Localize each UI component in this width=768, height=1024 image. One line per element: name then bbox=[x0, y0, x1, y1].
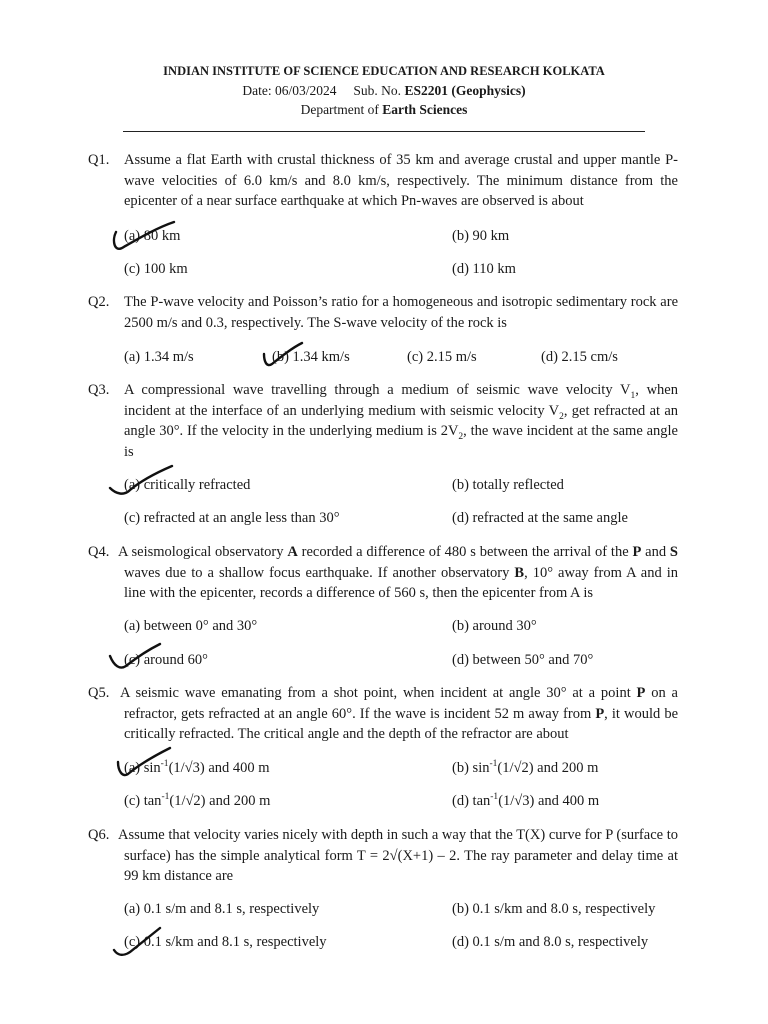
question-number: Q6. bbox=[88, 827, 110, 843]
question-6 bbox=[88, 825, 678, 887]
q5-option-c[interactable]: (c) $\tan^{-1}(1/√2)$ and 200 m bbox=[124, 792, 271, 809]
q6-option-c[interactable]: (c) 0.1 s/km and 8.1 s, respectively bbox=[124, 934, 327, 950]
department-prefix: Department of bbox=[300, 102, 379, 117]
institute-name: INDIAN INSTITUTE OF SCIENCE EDUCATION AND RESEARCH KOLKATA bbox=[163, 64, 605, 78]
q2-answer-tick-icon bbox=[258, 340, 308, 372]
question-text: A seismological observatory A recorded a difference of 480 s between the arrival of the P and S waves due to a shallow focus earthquake. If another observatory B, 10° away from A and in line with the epicenter, records a difference of 560 s, then the epicenter from A is bbox=[118, 544, 678, 602]
q5-option-a[interactable]: (a) $\sin^{-1}(1/√3)$ and 400 m bbox=[124, 759, 270, 776]
date-subject-line bbox=[0, 81, 768, 100]
q4-option-d[interactable]: (d) between 50° and 70° bbox=[452, 652, 594, 668]
question-number: Q4. bbox=[88, 544, 110, 560]
q6-answer-tick-icon bbox=[110, 924, 166, 960]
q6-option-a[interactable]: (a) 0.1 s/m and 8.1 s, respectively bbox=[124, 901, 320, 917]
department-line bbox=[0, 100, 768, 119]
q4-answer-tick-icon bbox=[106, 640, 166, 674]
question-4 bbox=[88, 542, 678, 604]
q5-answer-tick-icon bbox=[112, 744, 176, 782]
q3-option-a[interactable]: (a) critically refracted bbox=[124, 477, 251, 493]
q1-answer-tick-icon bbox=[108, 218, 180, 258]
question-text: Assume that velocity varies nicely with depth in such a way that the T(X) curve for P (surface to surface) has the simple analytical form T = 2√(X+1) – 2. The ray parameter and delay time at 99 km distance are bbox=[118, 827, 678, 885]
question-5 bbox=[88, 683, 678, 745]
q6-option-d[interactable]: (d) 0.1 s/m and 8.0 s, respectively bbox=[452, 934, 649, 950]
question-number: Q3. bbox=[88, 382, 110, 398]
q3-option-b[interactable]: (b) totally reflected bbox=[452, 477, 564, 493]
q2-option-a[interactable]: (a) 1.34 m/s bbox=[124, 349, 194, 365]
question-number: Q2. bbox=[88, 294, 110, 310]
q2-option-d[interactable]: (d) 2.15 cm/s bbox=[541, 349, 618, 365]
exam-date: Date: 06/03/2024 bbox=[242, 83, 337, 98]
department-name: Earth Sciences bbox=[382, 102, 468, 117]
subject-label: Sub. No. bbox=[353, 83, 402, 98]
q3-option-d[interactable]: (d) refracted at the same angle bbox=[452, 510, 628, 526]
q4-option-b[interactable]: (b) around 30° bbox=[452, 618, 537, 634]
q5-option-b[interactable]: (b) $\sin^{-1}(1/√2)$ and 200 m bbox=[452, 759, 599, 776]
question-text: The P-wave velocity and Poisson’s ratio for a homogeneous and isotropic sedimentary rock are 2500 m/s and 0.3, respectively. The S-wave velocity of the rock is bbox=[124, 294, 678, 331]
q2-option-c[interactable]: (c) 2.15 m/s bbox=[407, 349, 477, 365]
q3-option-c[interactable]: (c) refracted at an angle less than 30° bbox=[124, 510, 340, 526]
q1-option-b[interactable]: (b) 90 km bbox=[452, 228, 510, 244]
question-3 bbox=[88, 380, 678, 462]
header-divider bbox=[123, 131, 645, 132]
q1-option-c[interactable]: (c) 100 km bbox=[124, 261, 188, 277]
q3-answer-tick-icon bbox=[106, 464, 178, 500]
question-1 bbox=[88, 150, 678, 212]
q1-option-d[interactable]: (d) 110 km bbox=[452, 261, 516, 277]
q2-option-b[interactable]: (b) 1.34 km/s bbox=[272, 349, 350, 365]
q5-option-d[interactable]: (d) $\tan^{-1}(1/√3)$ and 400 m bbox=[452, 792, 600, 809]
question-text: A compressional wave travelling through a medium of seismic wave velocity $V_1$, when incident at the interface of an underlying medium with seismic velocity $V_2$, get refracted at an angle 30°. If the velocity in the underlying medium is $2V_2$, the wave incident at the same angle is bbox=[124, 382, 679, 460]
question-text: A seismic wave emanating from a shot point, when incident at angle 30° at a point P on a refractor, gets refracted at an angle 60°. If the wave is incident 52 m away from P, it would be critically refracted. The critical angle and the depth of the refractor are about bbox=[120, 685, 678, 743]
question-text: Assume a flat Earth with crustal thickness of 35 km and average crustal and upper mantle P-wave velocities of 6.0 km/s and 8.0 km/s, respectively. The minimum distance from the epicenter of a near surface earthquake at which Pn-waves are observed is about bbox=[124, 152, 678, 210]
question-number: Q5. bbox=[88, 685, 110, 701]
question-2 bbox=[88, 292, 678, 333]
q6-option-b[interactable]: (b) 0.1 s/km and 8.0 s, respectively bbox=[452, 901, 656, 917]
exam-header bbox=[0, 62, 768, 119]
subject-code: ES2201 (Geophysics) bbox=[404, 83, 526, 98]
q4-option-c[interactable]: (c) around 60° bbox=[124, 652, 208, 668]
question-number: Q1. bbox=[88, 152, 110, 168]
q1-option-a[interactable]: (a) 80 km bbox=[124, 228, 181, 244]
q4-option-a[interactable]: (a) between 0° and 30° bbox=[124, 618, 258, 634]
